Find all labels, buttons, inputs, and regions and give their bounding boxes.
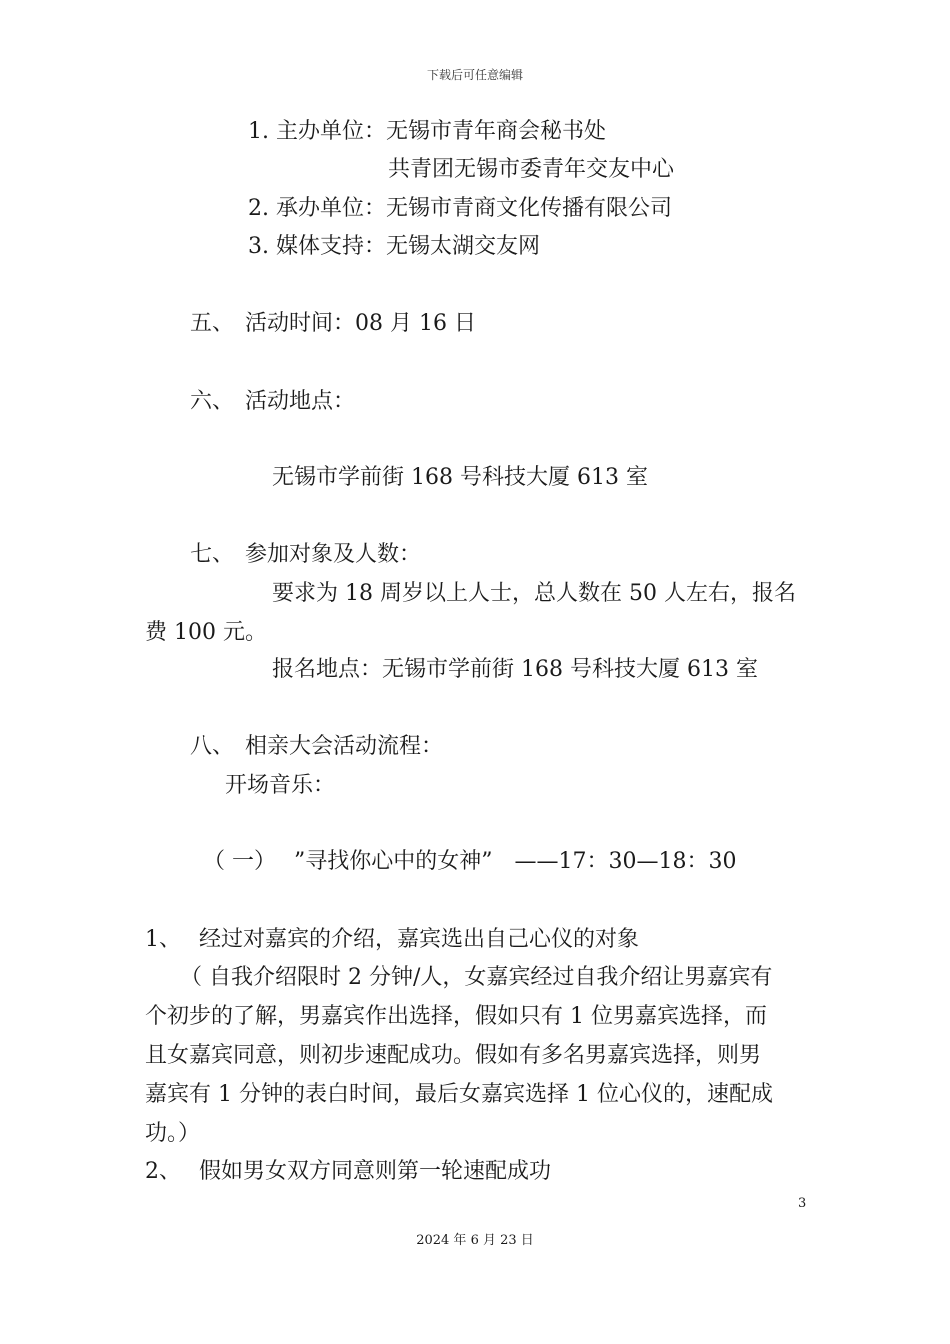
contractor-line: 2. 承办单位：无锡市青商文化传播有限公司 [248,196,672,221]
section-8-heading: 八、 相亲大会活动流程： [190,734,444,759]
step-1-detail-cont-1: 个初步的了解，男嘉宾作出选择，假如只有 1 位男嘉宾选择，而 [145,1004,767,1029]
footer-date: 2024 年 6 月 23 日 [416,1233,534,1248]
step-1-detail: （ 自我介绍限时 2 分钟/人，女嘉宾经过自我介绍让男嘉宾有 [180,965,773,990]
venue-address: 无锡市学前街 168 号科技大厦 613 室 [272,465,648,490]
participants-paragraph-cont: 费 100 元。 [145,620,267,645]
page-header: 下载后可任意编辑 [426,68,523,82]
registration-location: 报名地点：无锡市学前街 168 号科技大厦 613 室 [272,657,758,682]
media-support-line: 3. 媒体支持：无锡太湖交友网 [248,234,540,259]
step-2: 2、 假如男女双方同意则第一轮速配成功 [145,1159,551,1184]
part-1-title: （ 一） ”寻找你心中的女神” ——17：30—18：30 [203,849,737,874]
step-1-detail-cont-4: 功。） [145,1121,201,1146]
section-5-heading: 五、 活动时间：08 月 16 日 [190,311,476,336]
page-number: 3 [798,1196,807,1211]
step-1-detail-cont-3: 嘉宾有 1 分钟的表白时间，最后女嘉宾选择 1 位心仪的，速配成 [145,1082,773,1107]
organizer-line-2: 共青团无锡市委青年交友中心 [388,157,675,182]
section-6-heading: 六、 活动地点： [190,389,356,414]
participants-paragraph: 要求为 18 周岁以上人士，总人数在 50 人左右，报名 [272,581,796,606]
opening-music: 开场音乐： [225,773,336,798]
section-7-heading: 七、 参加对象及人数： [190,542,422,567]
organizer-line: 1. 主办单位：无锡市青年商会秘书处 [248,119,606,144]
step-1: 1、 经过对嘉宾的介绍，嘉宾选出自己心仪的对象 [145,927,639,952]
step-1-detail-cont-2: 且女嘉宾同意，则初步速配成功。假如有多名男嘉宾选择，则男 [145,1043,762,1068]
